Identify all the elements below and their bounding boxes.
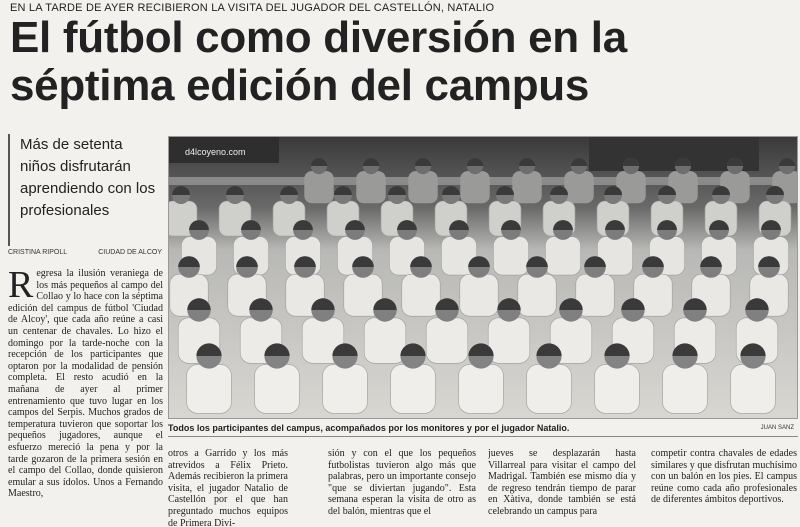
caption-divider [168,436,798,437]
player-shirt [460,274,498,316]
subhead-box [8,134,158,246]
article-column-4: jueves se desplazarán hasta Villarreal para visitar el campo del Madrigal. También ese mismo día y de regreso tendrán tiempo de parar en Xàtiva, donde también se está celebrando un campus para [488,448,636,517]
photo-banner-text: d4lcoyeno.com [185,147,246,157]
player-shirt [323,364,368,413]
player-shirt [663,364,708,413]
article-column-1-text: egresa la ilusión veraniega de los más pequeños al campo del Collao y lo hace con la séptima edición del campus de fútbol 'Ciudad de Alcoy', que cada año reúne a casi un centenar de chavales. Lo hizo el domingo por la tarde-noche con la recepción de los participantes que optaron por la modalidad de pensión completa. El resto acudió en la mañana de ayer al primer entrenamiento que tuvo lugar en los campos del Serpis. Muchos grados de temperatura tuvieron que soportar los pequeños jugadores, aunque el esfuerzo mereció la pena y por la tarde gozaron de la primera sesión en el campo del Collao, donde quisieron emular a sus ídolos. Unos a Fernando Maestro, [8,268,163,500]
player-shirt [595,364,640,413]
subhead: Más de setenta niños disfrutarán aprendiendo con los profesionales [20,136,156,219]
headline-line-2: séptima edición del campus [10,61,590,110]
bylines [8,249,162,256]
player-shirt [545,237,580,276]
player-shirt [493,237,528,276]
player-shirt [426,318,468,364]
player-shirt [305,171,334,203]
byline-place: CIUDAD DE ALCOY [98,249,162,256]
team-photo-image [169,137,798,419]
player-shirt [459,364,504,413]
headline-line-1: El fútbol como diversión en la [10,13,627,62]
player-shirt [518,274,556,316]
byline-author: CRISTINA RIPOLL [8,249,68,256]
player-shirt [391,364,436,413]
photo-caption: Todos los participantes del campus, acompañados por los monitores y por el jugador Natalio. [168,423,570,433]
headline [10,14,795,110]
kicker: EN LA TARDE DE AYER RECIBIERON LA VISITA DEL JUGADOR DEL CASTELLÓN, NATALIO [10,2,495,14]
player-shirt [409,171,438,203]
article-column-1 [8,268,163,527]
player-shirt [731,364,776,413]
article-column-2: otros a Garrido y los más atrevidos a Félix Prieto. Además recibieron la primera visita, el jugador Natalio de Castellón por el que han preguntado muchos equipos de Primera Divi- [168,448,288,527]
article-column-3: sión y con el que los pequeños futbolistas tuvieron algo más que palabras, pero un importante consejo "que se diviertan jugando". Esta semana esperan la visita de otro as del balón, mientras que el [328,448,476,517]
player-shirt [402,274,440,316]
drop-cap: R [8,268,34,306]
photo-credit: JUAN SANZ [760,425,794,431]
player-shirt [488,318,530,364]
player-shirt [527,364,572,413]
team-photo [168,136,798,419]
player-shirt [255,364,300,413]
player-shirt [187,364,232,413]
article-column-5: competir contra chavales de edades similares y que disfrutan muchísimo con un balón en los pies. El campus reúne como cada año profesionales de diferentes ámbitos deportivos. [651,448,797,506]
player-shirt [565,171,594,203]
player-shirt [357,171,386,203]
player-shirt [461,171,490,203]
player-shirt [513,171,542,203]
player-shirt [364,318,406,364]
